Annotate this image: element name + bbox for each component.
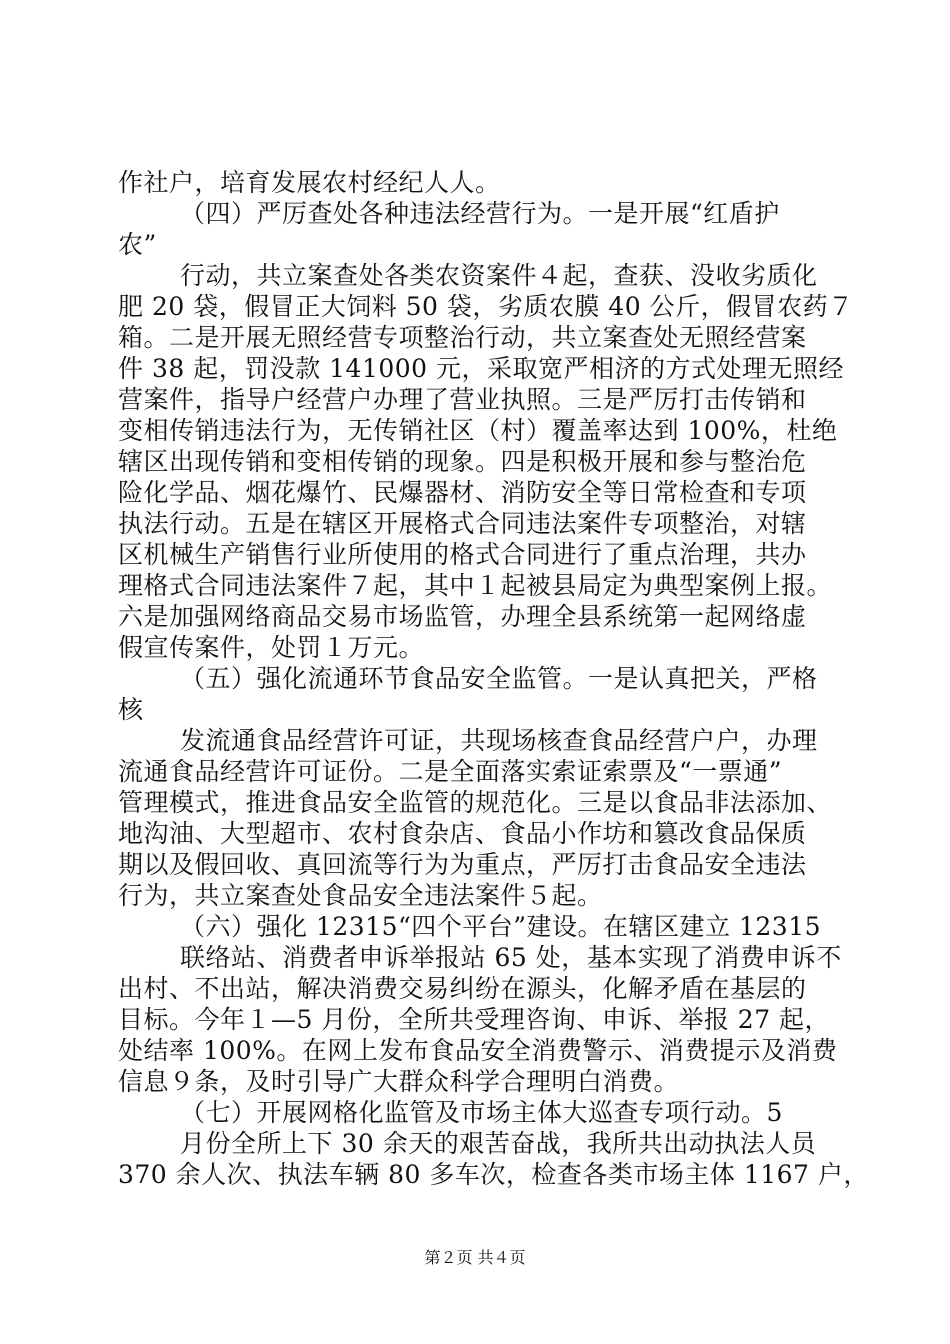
body-text-line: 核 — [118, 695, 144, 724]
body-text-line: 执法行动。五是在辖区开展格式合同违法案件专项整治，对辖 — [118, 509, 807, 538]
body-text-line: 出村、不出站，解决消费交易纠纷在源头，化解矛盾在基层的 — [118, 974, 807, 1003]
section-heading: （五）强化流通环节食品安全监管。一是认真把关，严格 — [180, 664, 818, 693]
body-text-line: 区机械生产销售行业所使用的格式合同进行了重点治理，共办 — [118, 540, 807, 569]
body-text-line: 件 38 起，罚没款 141000 元，采取宽严相济的方式处理无照经 — [118, 354, 845, 383]
page-footer: 第２页 共４页 — [424, 1248, 526, 1267]
body-text-line: 目标。今年１—5 月份，全所共受理咨询、申诉、举报 27 起， — [118, 1005, 831, 1034]
body-text-line: 发流通食品经营许可证，共现场核查食品经营户户，办理 — [180, 726, 818, 755]
body-text-line: 险化学品、烟花爆竹、民爆器材、消防安全等日常检查和专项 — [118, 478, 807, 507]
body-text-line: 作社户，培育发展农村经纪人人。 — [118, 168, 501, 197]
body-text-line: 理格式合同违法案件７起，其中１起被县局定为典型案例上报。 — [118, 571, 833, 600]
body-text-line: 六是加强网络商品交易市场监管，办理全县系统第一起网络虚 — [118, 602, 807, 631]
section-heading: （四）严厉查处各种违法经营行为。一是开展“红盾护 — [180, 199, 780, 228]
body-text-line: 肥 20 袋，假冒正大饲料 50 袋，劣质农膜 40 公斤，假冒农药７ — [118, 292, 854, 321]
body-text-line: 联络站、消费者申诉举报站 65 处，基本实现了消费申诉不 — [180, 943, 842, 972]
body-text-line: 月份全所上下 30 余天的艰苦奋战，我所共出动执法人员 — [180, 1129, 817, 1158]
body-text-line: 农” — [118, 230, 157, 259]
section-heading: （七）开展网格化监管及市场主体大巡查专项行动。5 — [180, 1098, 783, 1127]
body-text-line: 期以及假回收、真回流等行为为重点，严厉打击食品安全违法 — [118, 850, 807, 879]
body-text-line: 变相传销违法行为，无传销社区（村）覆盖率达到 100%，杜绝 — [118, 416, 838, 445]
body-text-line: 行动，共立案查处各类农资案件４起，查获、没收劣质化 — [180, 261, 818, 290]
body-text-line: 营案件，指导户经营户办理了营业执照。三是严厉打击传销和 — [118, 385, 807, 414]
body-text-line: 管理模式，推进食品安全监管的规范化。三是以食品非法添加、 — [118, 788, 833, 817]
body-text-line: 假宣传案件，处罚１万元。 — [118, 633, 425, 662]
body-text-line: 行为，共立案查处食品安全违法案件５起。 — [118, 881, 603, 910]
body-text-line: 流通食品经营许可证份。二是全面落实索证索票及“一票通” — [118, 757, 783, 786]
body-text-line: 370 余人次、执法车辆 80 多车次，检查各类市场主体 1167 户， — [118, 1160, 869, 1189]
section-heading: （六）强化 12315“四个平台”建设。在辖区建立 12315 — [180, 912, 822, 941]
body-text-line: 箱。二是开展无照经营专项整治行动，共立案查处无照经营案 — [118, 323, 807, 352]
body-text-line: 辖区出现传销和变相传销的现象。四是积极开展和参与整治危 — [118, 447, 807, 476]
body-text-line: 地沟油、大型超市、农村食杂店、食品小作坊和篡改食品保质 — [118, 819, 807, 848]
body-text-line: 信息９条，及时引导广大群众科学合理明白消费。 — [118, 1067, 680, 1096]
body-text-line: 处结率 100%。在网上发布食品安全消费警示、消费提示及消费 — [118, 1036, 838, 1065]
